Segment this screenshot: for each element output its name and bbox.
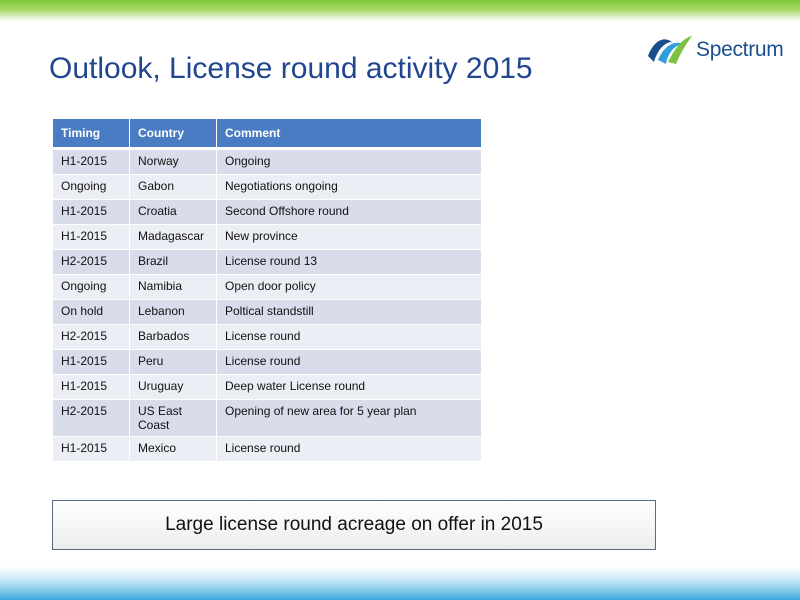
cell-country: Namibia (130, 275, 217, 300)
table-row (53, 200, 482, 225)
table-row (53, 175, 482, 200)
cell-timing: H1-2015 (53, 350, 130, 375)
cell-timing: H1-2015 (53, 149, 130, 175)
cell-timing: On hold (53, 300, 130, 325)
table-row (53, 300, 482, 325)
cell-comment: License round 13 (217, 250, 482, 275)
cell-country: Madagascar (130, 225, 217, 250)
cell-timing: H1-2015 (53, 225, 130, 250)
cell-timing: H2-2015 (53, 325, 130, 350)
cell-country: Peru (130, 350, 217, 375)
cell-comment: Open door policy (217, 275, 482, 300)
cell-comment: License round (217, 437, 482, 462)
license-round-table (52, 118, 482, 462)
logo-text: Spectrum (696, 38, 784, 61)
cell-timing: Ongoing (53, 275, 130, 300)
cell-country: Norway (130, 149, 217, 175)
bottom-decorative-band (0, 566, 800, 600)
cell-comment: Deep water License round (217, 375, 482, 400)
cell-comment: License round (217, 325, 482, 350)
cell-timing: H2-2015 (53, 400, 130, 437)
column-header-comment: Comment (217, 119, 482, 149)
cell-country: US East Coast (130, 400, 217, 437)
cell-timing: Ongoing (53, 175, 130, 200)
table-row (53, 375, 482, 400)
cell-comment: Negotiations ongoing (217, 175, 482, 200)
cell-comment: Opening of new area for 5 year plan (217, 400, 482, 437)
table-row (53, 149, 482, 175)
cell-country: Barbados (130, 325, 217, 350)
table-row (53, 225, 482, 250)
table-row (53, 400, 482, 437)
table-row (53, 325, 482, 350)
column-header-country: Country (130, 119, 217, 149)
cell-country: Uruguay (130, 375, 217, 400)
cell-country: Croatia (130, 200, 217, 225)
cell-country: Mexico (130, 437, 217, 462)
summary-callout (52, 500, 656, 550)
page-title: Outlook, License round activity 2015 (49, 52, 533, 85)
table-row (53, 275, 482, 300)
table-row (53, 437, 482, 462)
table-row (53, 250, 482, 275)
top-decorative-band (0, 0, 800, 22)
cell-comment: New province (217, 225, 482, 250)
cell-country: Lebanon (130, 300, 217, 325)
cell-comment: Poltical standstill (217, 300, 482, 325)
table-header-row (53, 119, 482, 149)
cell-comment: Second Offshore round (217, 200, 482, 225)
cell-timing: H1-2015 (53, 375, 130, 400)
cell-timing: H2-2015 (53, 250, 130, 275)
cell-country: Gabon (130, 175, 217, 200)
cell-country: Brazil (130, 250, 217, 275)
cell-comment: License round (217, 350, 482, 375)
spectrum-logo (646, 32, 786, 68)
cell-comment: Ongoing (217, 149, 482, 175)
cell-timing: H1-2015 (53, 437, 130, 462)
callout-text: Large license round acreage on offer in 2015 (165, 514, 543, 535)
column-header-timing: Timing (53, 119, 130, 149)
cell-timing: H1-2015 (53, 200, 130, 225)
spectrum-logo-icon (646, 32, 694, 66)
table-row (53, 350, 482, 375)
